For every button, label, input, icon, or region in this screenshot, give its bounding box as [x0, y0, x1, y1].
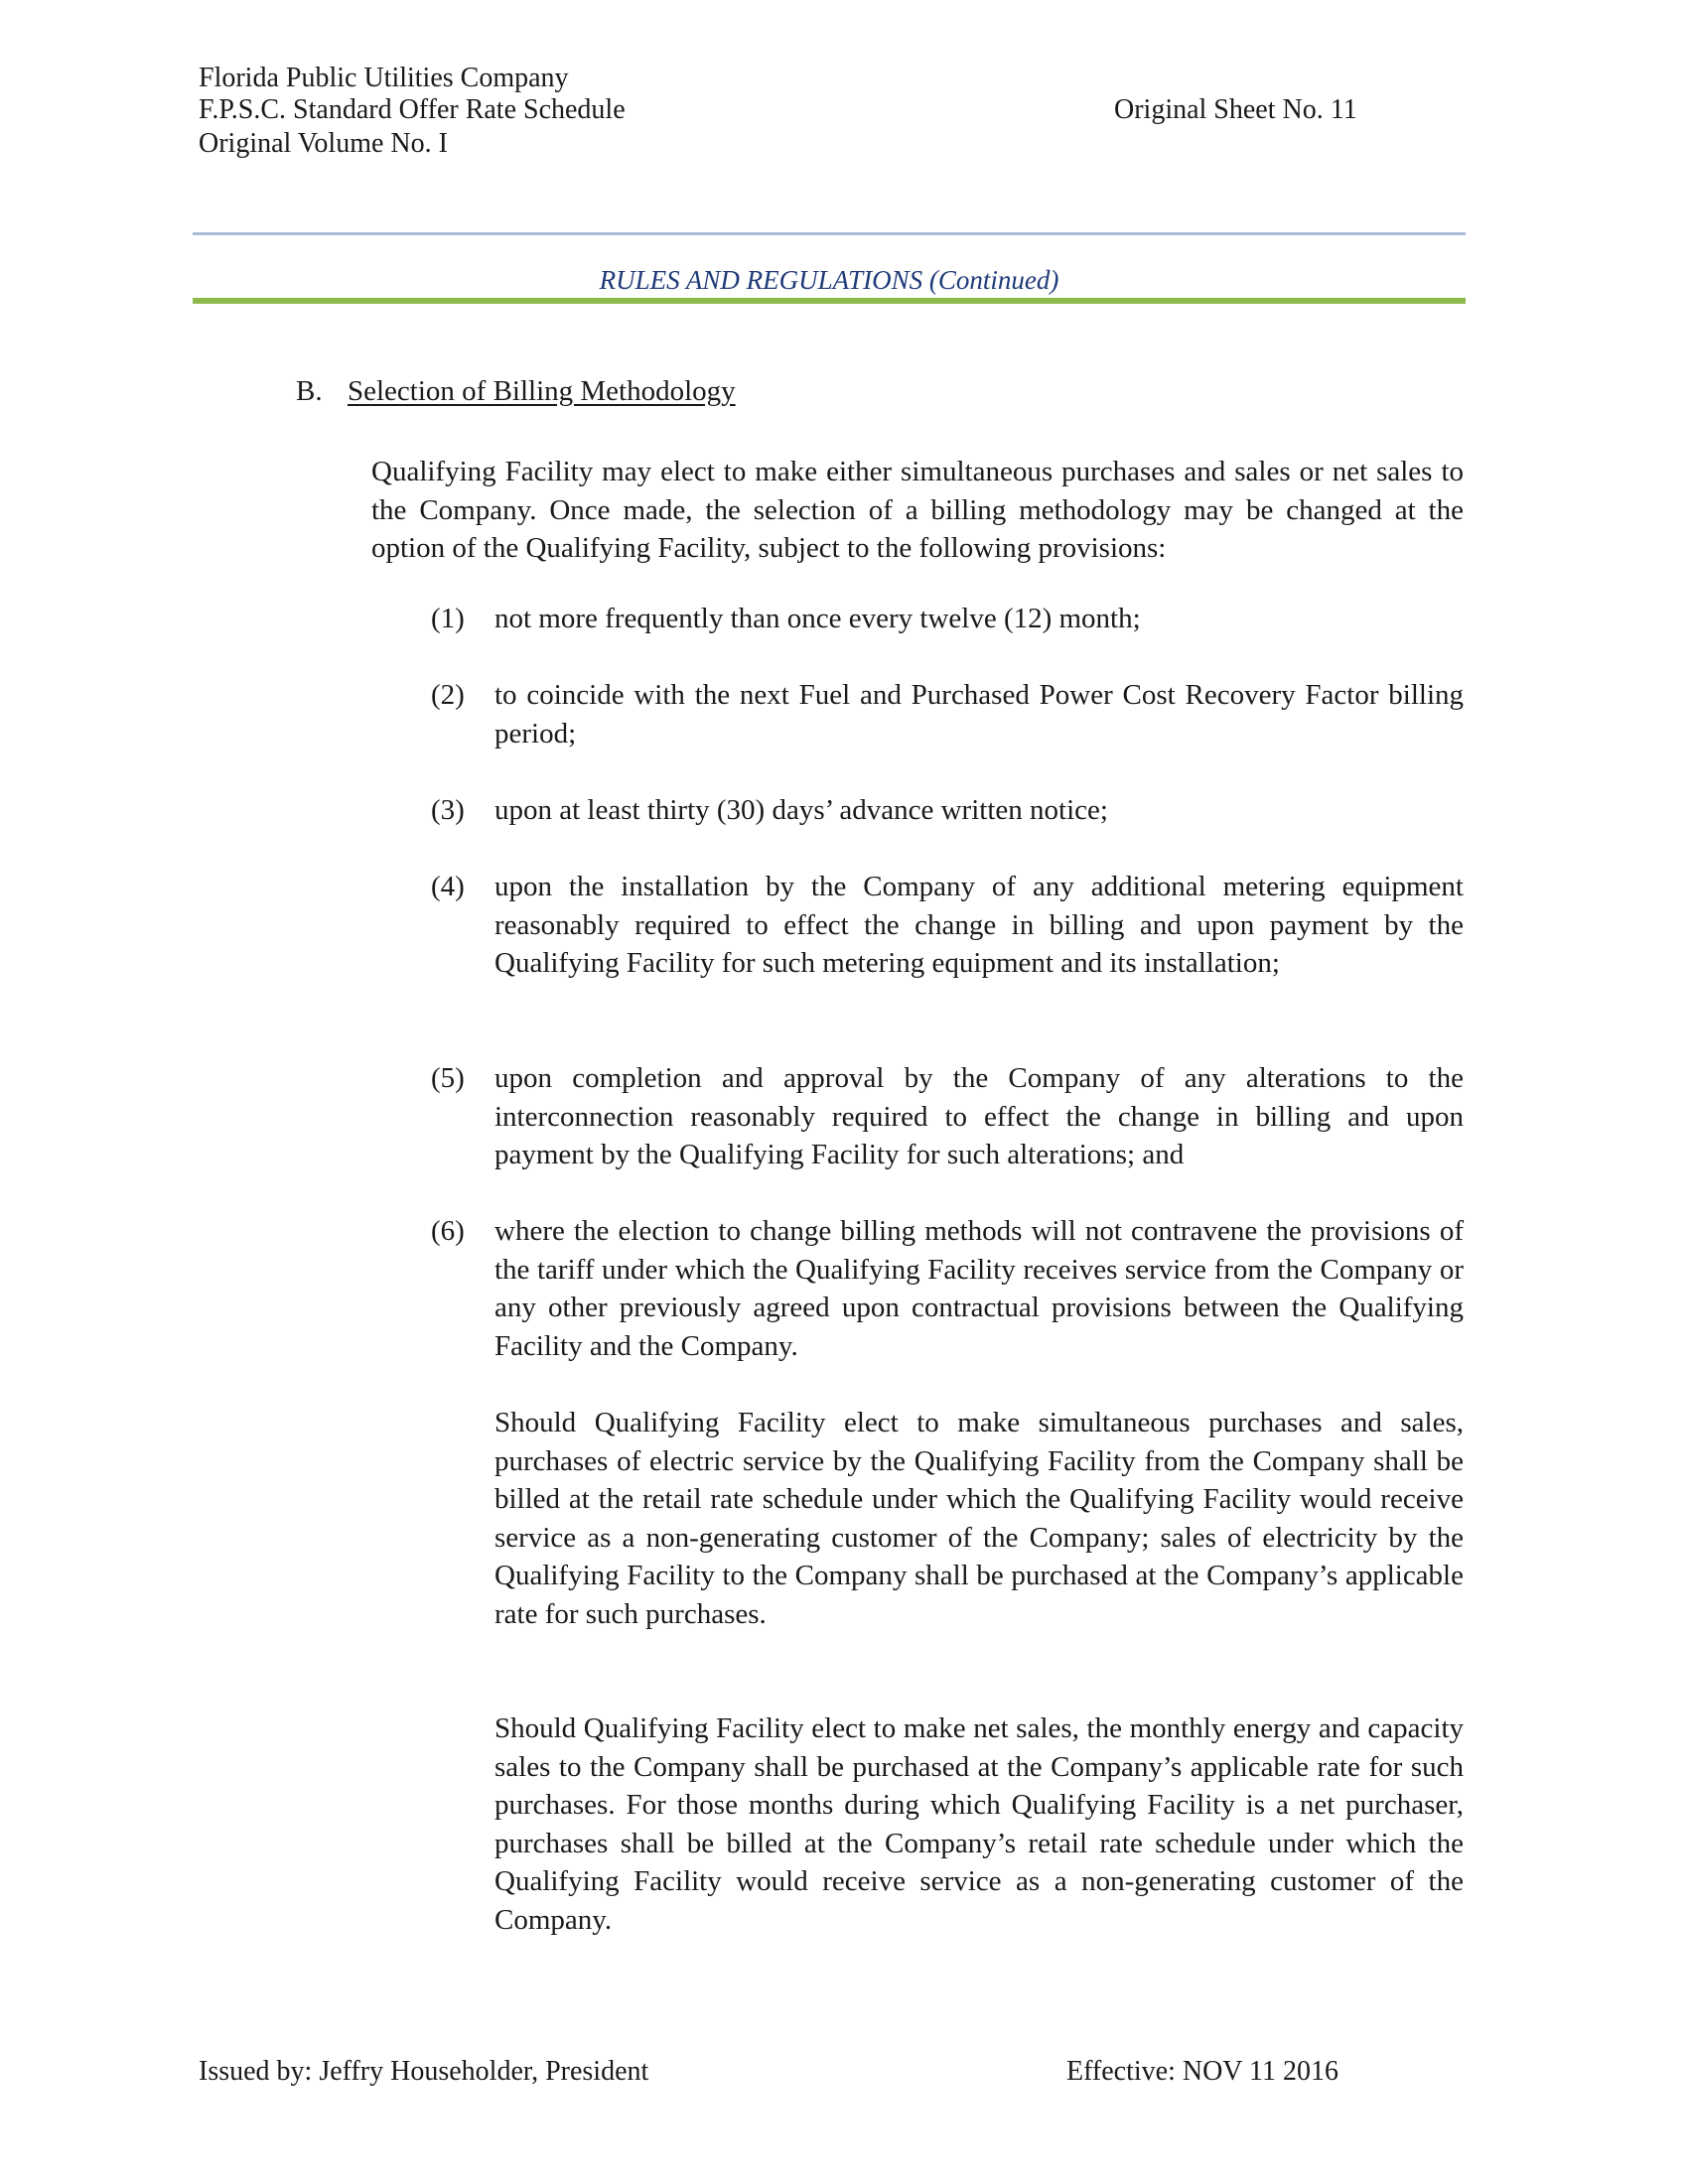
- provision-number: (2): [431, 679, 465, 711]
- provision-text: upon the installation by the Company of any additional metering equipment reasonably required to effect the change in billing and upon payment by the Qualifying Facility for such metering equipment and its installation;: [494, 871, 1464, 979]
- volume-number: Original Volume No. I: [199, 128, 448, 159]
- provision-text: upon completion and approval by the Company of any alterations to the interconnection reasonably required to effect the change in billing and upon payment by the Qualifying Facility for such alterations; and: [494, 1062, 1464, 1170]
- provision-number: (4): [431, 871, 465, 902]
- subsection-title: Selection of Billing Methodology: [348, 375, 736, 407]
- subsection-heading: [296, 373, 736, 409]
- provision-number: (6): [431, 1215, 465, 1247]
- sheet-number: Original Sheet No. 11: [1114, 94, 1357, 125]
- intro-paragraph: Qualifying Facility may elect to make either simultaneous purchases and sales or net sales to the Company. Once made, the selection of a billing methodology may be changed at the option of the Qualifying Facility, subject to the following provisions:: [371, 456, 1464, 564]
- simultaneous-sales-paragraph: Should Qualifying Facility elect to make simultaneous purchases and sales, purchases of electric service by the Qualifying Facility from the Company shall be billed at the retail rate schedule under which the Qualifying Facility would receive service as a non-generating customer of the Company; sales of electricity by the Qualifying Facility to the Company shall be purchased at the Company’s applicable rate for such purchases.: [494, 1407, 1464, 1630]
- provision-number: (3): [431, 794, 465, 826]
- subsection-letter: B.: [296, 375, 323, 407]
- header-divider-top: [193, 232, 1466, 235]
- provision-number: (1): [431, 603, 465, 634]
- issued-by: Issued by: Jeffry Householder, President: [199, 2056, 649, 2087]
- section-title: RULES AND REGULATIONS (Continued): [599, 265, 1059, 295]
- provision-text: upon at least thirty (30) days’ advance written notice;: [494, 794, 1108, 826]
- effective-date: Effective: NOV 11 2016: [1066, 2056, 1338, 2087]
- provision-text: not more frequently than once every twelve (12) month;: [494, 603, 1141, 634]
- header-divider-bottom: [193, 298, 1466, 304]
- net-sales-paragraph: Should Qualifying Facility elect to make net sales, the monthly energy and capacity sales to the Company shall be purchased at the Company’s applicable rate for such purchases. For those months during which Qualifying Facility is a net purchaser, purchases shall be billed at the Company’s retail rate schedule under which the Qualifying Facility would receive service as a non-generating customer of the Company.: [494, 1712, 1464, 1936]
- provision-number: (5): [431, 1062, 465, 1094]
- provision-text: to coincide with the next Fuel and Purchased Power Cost Recovery Factor billing period;: [494, 679, 1464, 750]
- company-name: Florida Public Utilities Company: [199, 63, 569, 93]
- provision-text: where the election to change billing methods will not contravene the provisions of the tariff under which the Qualifying Facility receives service from the Company or any other previously agreed upon contractual provisions between the Qualifying Facility and the Company.: [494, 1215, 1464, 1362]
- rate-schedule-name: F.P.S.C. Standard Offer Rate Schedule: [199, 94, 626, 125]
